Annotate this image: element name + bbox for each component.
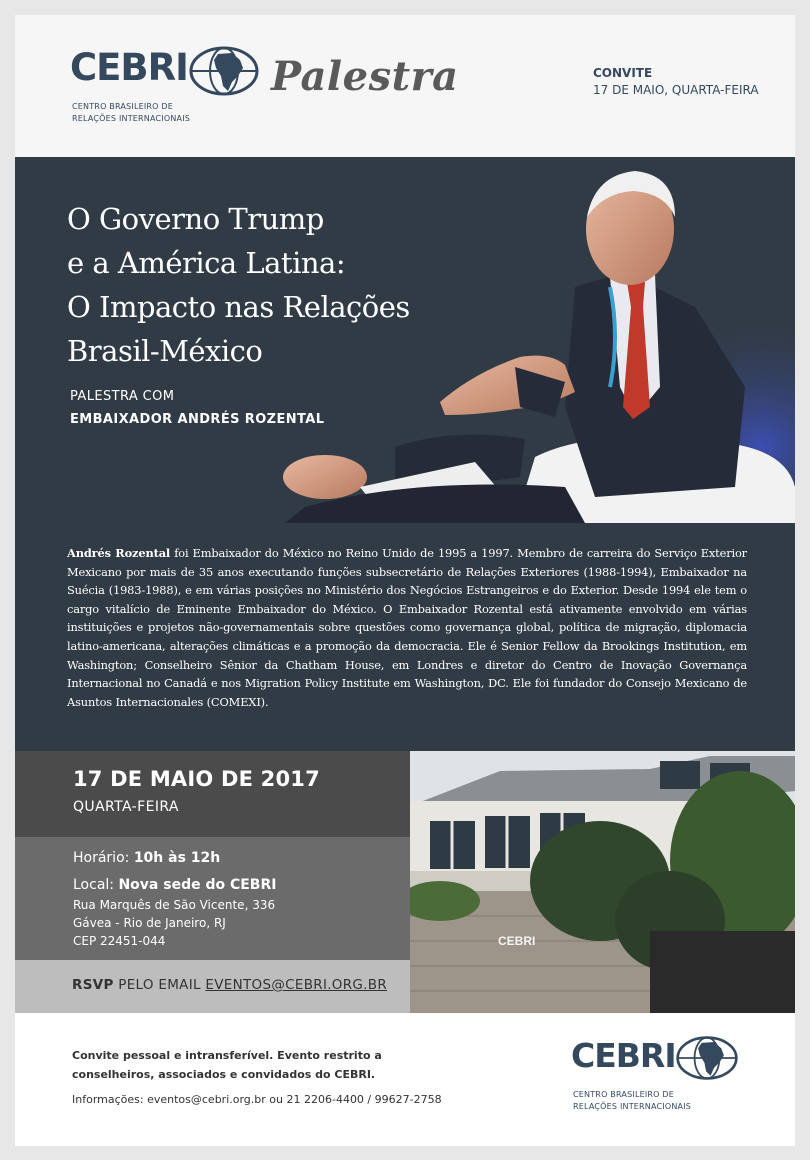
building-sign: CEBRI xyxy=(498,934,536,948)
speaker-bio xyxy=(15,523,795,751)
footer xyxy=(15,1013,795,1146)
event-time: Horário: 10h às 12h xyxy=(73,850,221,866)
event-weekday: QUARTA-FEIRA xyxy=(73,799,179,815)
contact-info: Informações: eventos@cebri.org.br ou 21 2206-4400 / 99627-2758 xyxy=(72,1093,442,1106)
rsvp-block xyxy=(15,960,410,1013)
speaker-credit: PALESTRA COM EMBAIXADOR ANDRÉS ROZENTAL xyxy=(70,385,324,431)
postal-code: CEP 22451-044 xyxy=(73,934,166,948)
hero-banner xyxy=(15,157,795,523)
invitation-restriction-note: Convite pessoal e intransferível. Evento restrito a conselheiros, associados e convidados do CEBRI. xyxy=(72,1049,382,1081)
invite-info xyxy=(593,65,759,99)
invitation-card xyxy=(15,15,795,1146)
logo-subtitle: CENTRO BRASILEIRO DE RELAÇÕES INTERNACIONAIS xyxy=(72,102,191,123)
bio-paragraph: Andrés Rozental foi Embaixador do México no Reino Unido de 1995 a 1997. Membro de carreira do Serviço Exterior Mexicano por mais de 35 anos executando funções subsecretário de Relações Exteriores (1988-1994), Embaixador na Suécia (1983-1988), e em várias posições no Ministério dos Negócios Estrangeiros e do Exterior. Desde 1994 ele tem o cargo vitalício de Eminente Embaixador do México. O Embaixador Rozental está ativamente envolvido em várias instituições e projetos não-governamentais sobre questões como governança global, política de migração, diplomacia latino-americana, alterações climáticas e a promoção da democracia. Ele é Senior Fellow da Brookings Institution, em Washington; Conselheiro Sênior da Chatham House, em Londres e diretor do Centro de Inovação Governança Internacional no Canadá e nos Migration Policy Institute em Washington, DC. Ele foi fundador do Consejo Mexicano de Asuntos Internacionales (COMEXI). xyxy=(67,546,747,709)
header xyxy=(15,15,795,157)
invite-date: 17 DE MAIO, QUARTA-FEIRA xyxy=(593,83,759,97)
talk-title: O Governo Trump e a América Latina: O Impacto nas Relações Brasil-México xyxy=(67,202,410,368)
address-line-1: Rua Marquês de São Vicente, 336 xyxy=(73,898,276,912)
logo-wordmark: CEBRI xyxy=(70,46,188,89)
rsvp-line: RSVP PELO EMAIL EVENTOS@CEBRI.ORG.BR xyxy=(72,977,388,993)
building-photo xyxy=(410,751,795,1013)
rsvp-email-link[interactable]: EVENTOS@CEBRI.ORG.BR xyxy=(205,977,388,993)
event-date: 17 DE MAIO DE 2017 xyxy=(73,767,320,791)
logo-subtitle: CENTRO BRASILEIRO DE RELAÇÕES INTERNACIONAIS xyxy=(573,1090,692,1111)
address-line-2: Gávea - Rio de Janeiro, RJ xyxy=(73,916,226,930)
logo-wordmark: CEBRI xyxy=(571,1036,676,1075)
event-location-block xyxy=(15,837,410,960)
globe-icon xyxy=(188,46,260,96)
speaker-name: EMBAIXADOR ANDRÉS ROZENTAL xyxy=(70,412,325,427)
footer-cebri-logo xyxy=(571,1036,741,1119)
invite-label: CONVITE xyxy=(593,66,653,80)
event-type-title: Palestra xyxy=(271,53,459,100)
bio-name: Andrés Rozental xyxy=(67,546,171,560)
globe-icon xyxy=(675,1035,739,1081)
event-venue: Local: Nova sede do CEBRI xyxy=(73,877,277,893)
cebri-logo xyxy=(70,46,260,127)
event-date-block xyxy=(15,751,410,837)
